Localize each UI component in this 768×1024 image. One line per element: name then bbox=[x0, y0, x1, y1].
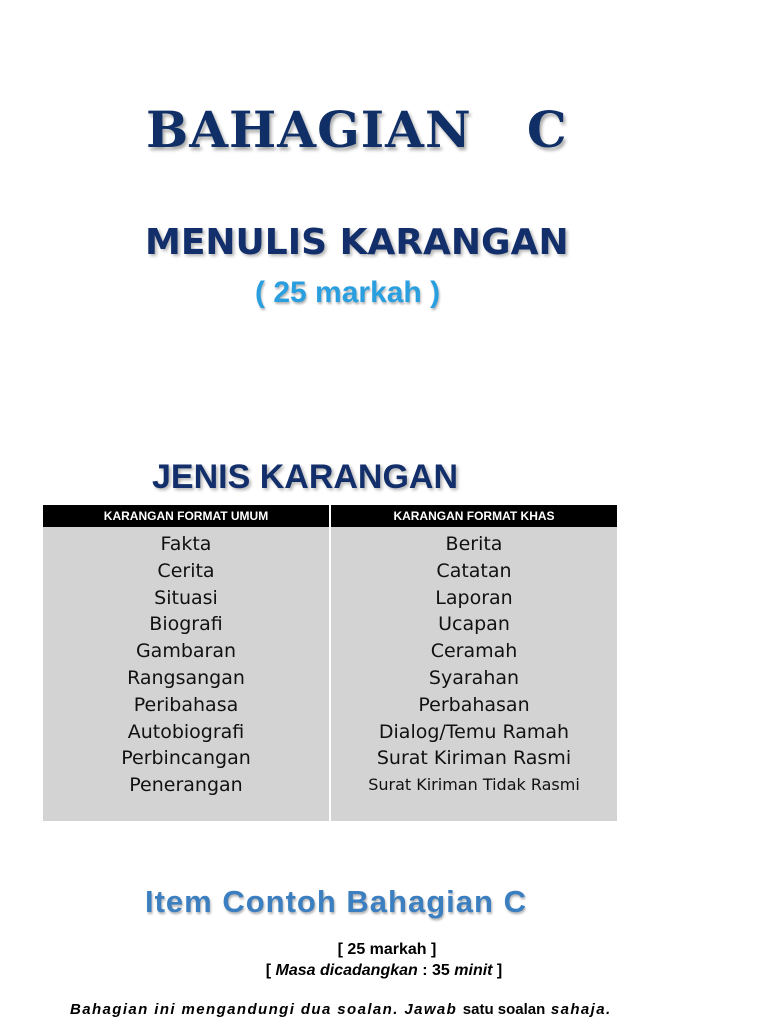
table-cell: Fakta bbox=[160, 533, 212, 555]
table-cell: Gambaran bbox=[135, 640, 237, 663]
bracket-open: [ bbox=[265, 962, 276, 979]
table-cell: Syarahan bbox=[428, 666, 520, 689]
essay-types-heading: JENIS KARANGAN bbox=[152, 458, 459, 496]
marks-label: ( 25 markah ) bbox=[255, 276, 441, 309]
example-marks: [ 25 markah ] bbox=[337, 941, 437, 958]
instruction-part1: Bahagian ini mengandungi dua soalan. Jawab bbox=[70, 1001, 463, 1018]
table-cell: Catatan bbox=[436, 559, 512, 582]
example-heading: Item Contoh Bahagian C bbox=[145, 884, 527, 919]
table-cell: Perbincangan bbox=[121, 747, 251, 770]
column-header-khas: KARANGAN FORMAT KHAS bbox=[329, 505, 617, 527]
table-body bbox=[43, 527, 617, 821]
table-cell: Autobiografi bbox=[127, 720, 245, 743]
table-cell: Surat Kiriman Tidak Rasmi bbox=[368, 775, 580, 795]
essay-types-table bbox=[43, 505, 617, 821]
table-cell: Cerita bbox=[157, 559, 215, 582]
column-khas bbox=[329, 527, 617, 821]
column-header-umum: KARANGAN FORMAT UMUM bbox=[103, 509, 269, 523]
table-cell: Berita bbox=[445, 533, 503, 555]
instruction-part2: sahaja. bbox=[545, 1001, 612, 1018]
instruction-text bbox=[70, 1001, 612, 1018]
suggested-time bbox=[0, 962, 768, 980]
section-title: BAHAGIAN C bbox=[146, 100, 568, 159]
table-cell: Surat Kiriman Rasmi bbox=[376, 747, 572, 770]
time-unit: minit bbox=[454, 962, 493, 979]
table-cell: Biografi bbox=[149, 613, 223, 636]
time-value: : 35 bbox=[417, 962, 455, 979]
table-cell: Penerangan bbox=[129, 774, 243, 797]
column-umum bbox=[43, 527, 329, 821]
table-cell: Rangsangan bbox=[127, 666, 245, 689]
table-cell: Ucapan bbox=[438, 613, 510, 636]
table-cell: Situasi bbox=[154, 586, 218, 609]
table-cell: Peribahasa bbox=[133, 693, 239, 716]
table-cell: Ceramah bbox=[430, 640, 518, 663]
bracket-close: ] bbox=[492, 962, 503, 979]
table-cell: Perbahasan bbox=[418, 693, 530, 716]
table-header bbox=[43, 505, 617, 527]
subtitle: MENULIS KARANGAN bbox=[145, 222, 569, 263]
time-label: Masa dicadangkan bbox=[275, 962, 418, 979]
table-cell: Laporan bbox=[435, 586, 513, 609]
table-cell: Dialog/Temu Ramah bbox=[378, 720, 570, 743]
instruction-emphasis: satu soalan bbox=[462, 1001, 546, 1018]
